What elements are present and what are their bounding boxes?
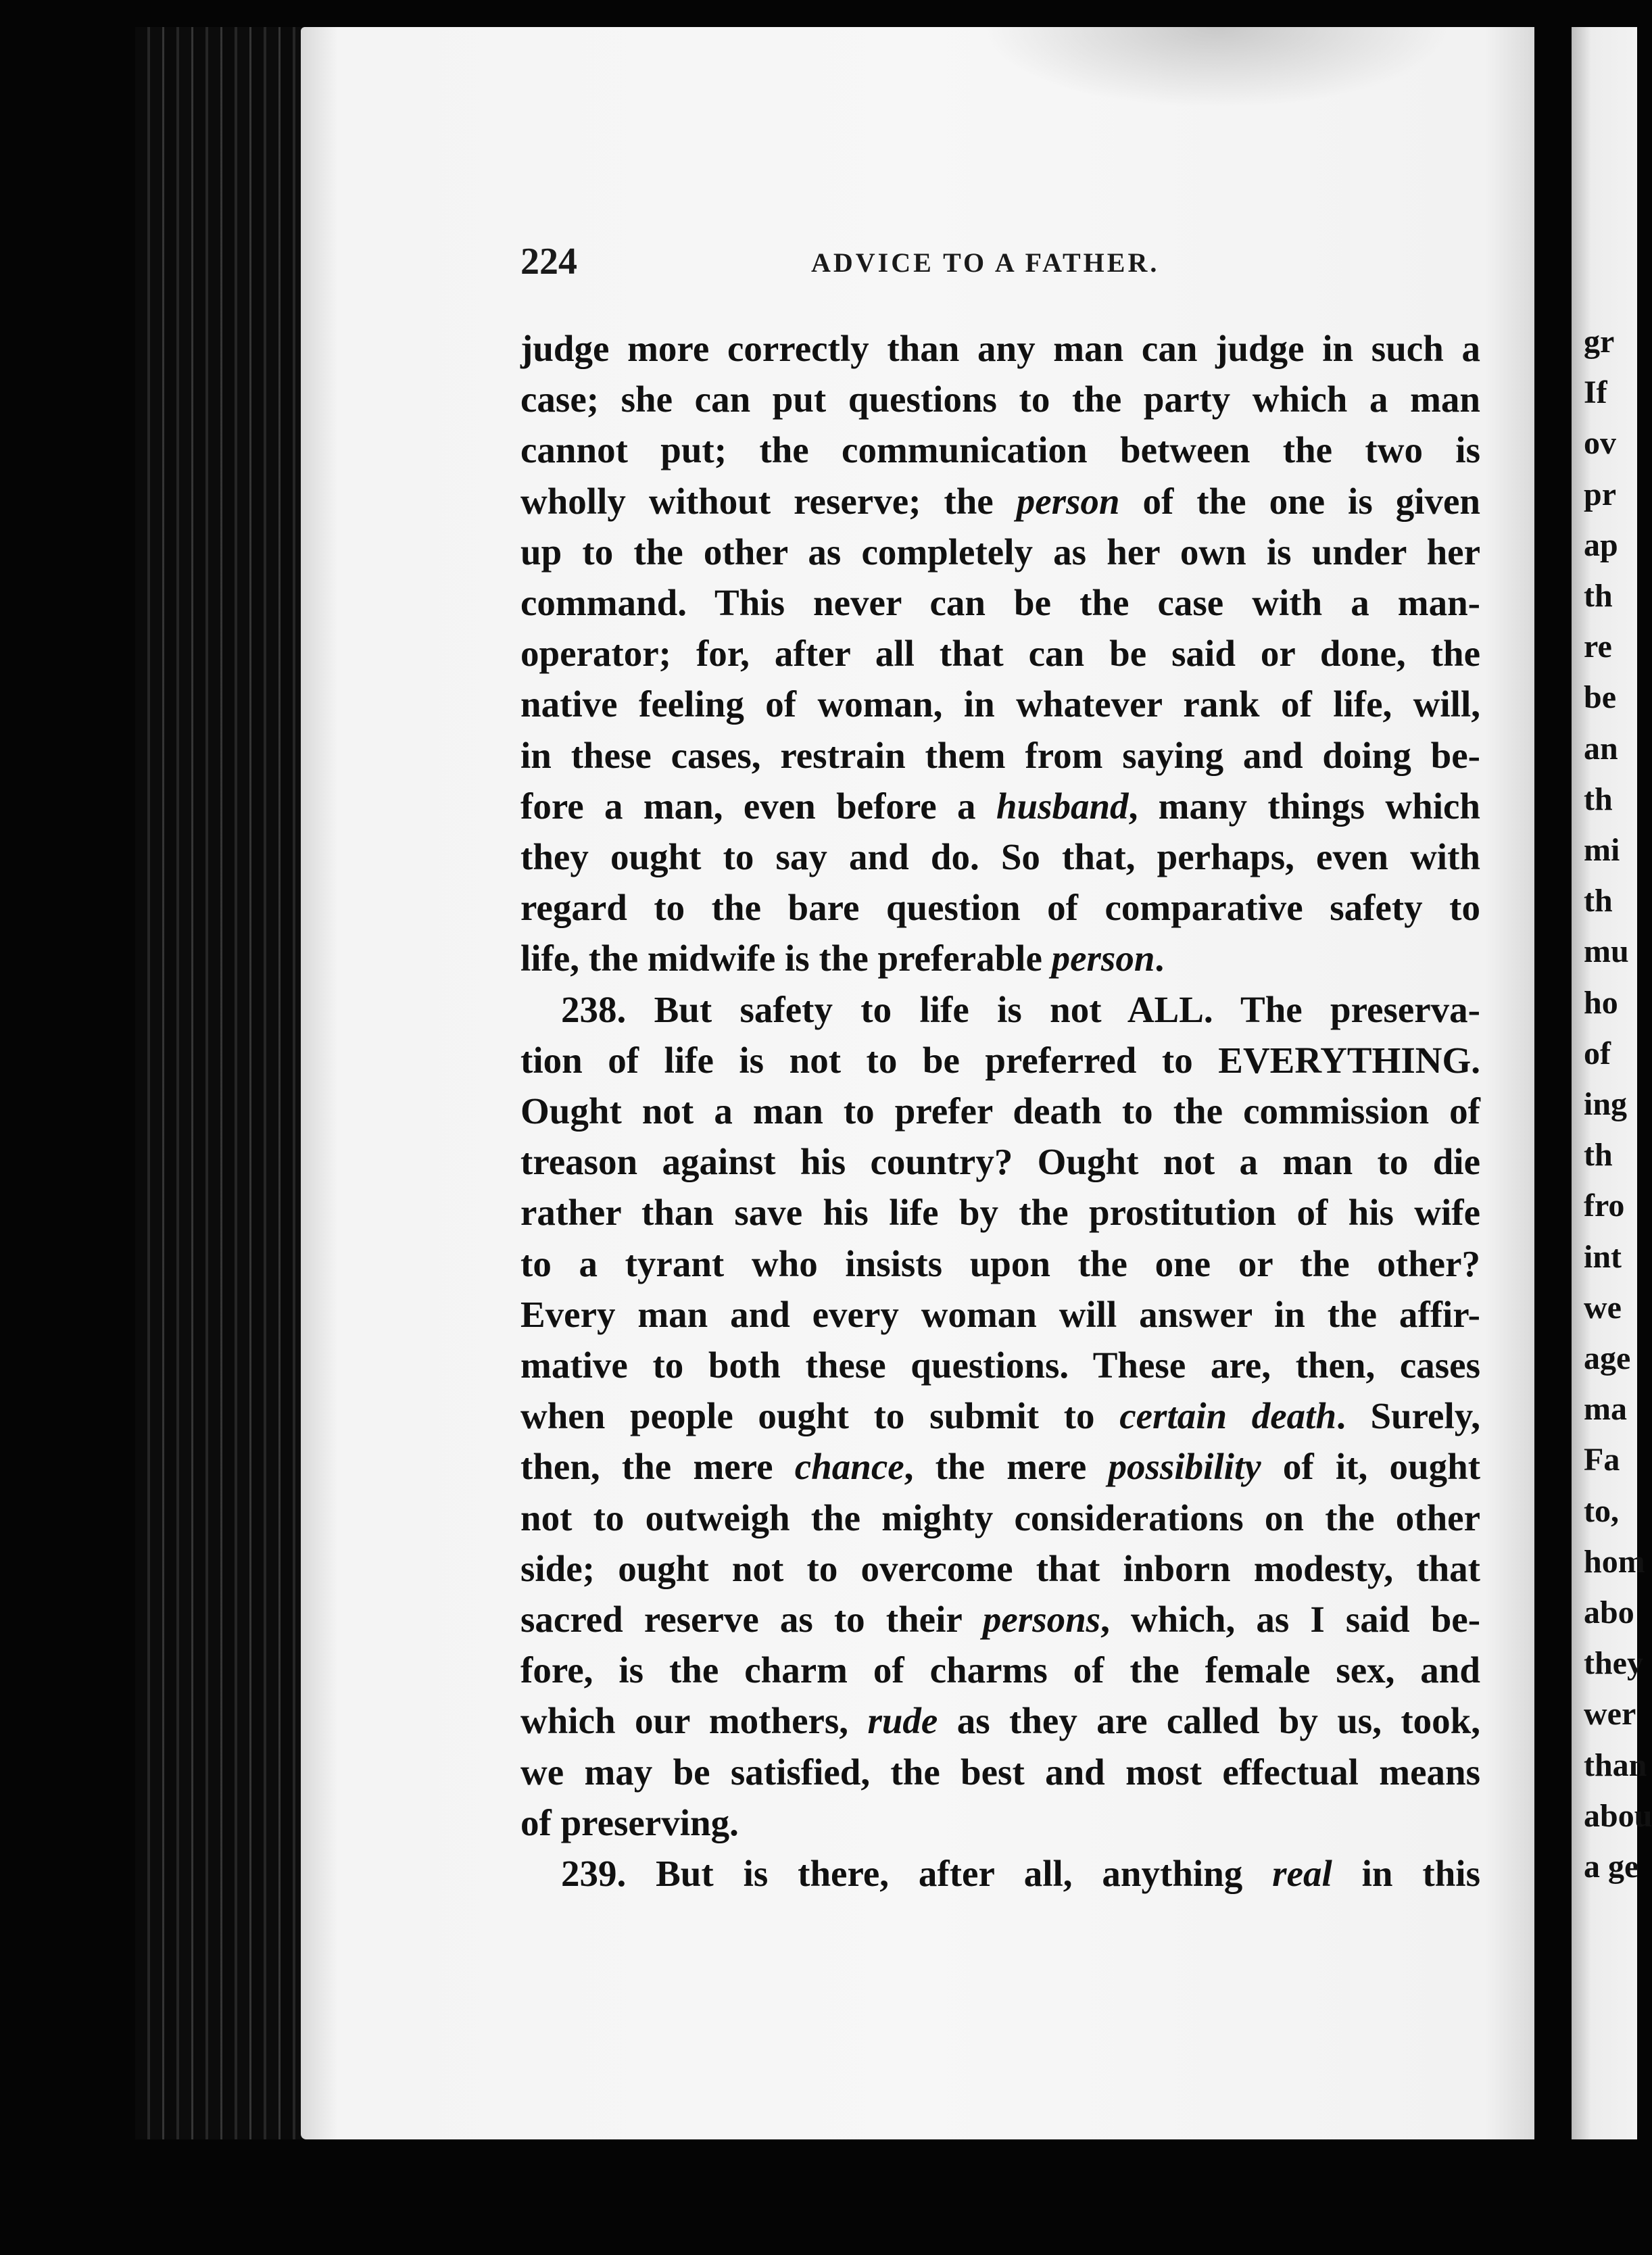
text-line: when people ought to submit to certain death. Surely, xyxy=(520,1395,1480,1437)
adjacent-page-fragment: be xyxy=(1584,679,1616,716)
adjacent-page-fragment: gr xyxy=(1584,324,1615,360)
text-line: which our mothers, rude as they are called by us, took, xyxy=(520,1700,1480,1742)
text-line: fore, is the charm of charms of the female sex, and xyxy=(520,1649,1480,1691)
adjacent-page-fragment: abo xyxy=(1584,1595,1634,1630)
text-line: not to outweigh the mighty considerations on the other xyxy=(520,1497,1480,1538)
adjacent-page-fragment: abou xyxy=(1584,1797,1652,1834)
paragraph-239-start: 239. But is there, after all, anything real in this xyxy=(561,1853,1480,1895)
adjacent-page-fragment: hom xyxy=(1584,1543,1645,1580)
adjacent-page-fragment: int xyxy=(1584,1238,1622,1275)
scan-background xyxy=(0,2139,1637,2255)
text-line: treason against his country? Ought not a man to die xyxy=(520,1141,1480,1183)
text-line: we may be satisfied, the best and most effectual means xyxy=(520,1751,1480,1793)
adjacent-page-fragment: than xyxy=(1584,1747,1647,1783)
adjacent-page-strip xyxy=(1572,27,1652,2170)
text-line: Every man and every woman will answer in the affir- xyxy=(520,1293,1480,1335)
text-line: to a tyrant who insists upon the one or the other? xyxy=(520,1242,1480,1284)
adjacent-page-fragment: th xyxy=(1584,578,1613,614)
page-shadow xyxy=(980,27,1453,108)
text-line: tion of life is not to be preferred to EVERYTHING. xyxy=(520,1039,1480,1081)
text-line: native feeling of woman, in whatever rank of life, will, xyxy=(520,683,1480,725)
text-line: cannot put; the communication between the two is xyxy=(520,429,1480,471)
running-head xyxy=(520,240,1480,287)
adjacent-page-fragment: fro xyxy=(1584,1188,1625,1224)
adjacent-page-fragment: th xyxy=(1584,883,1613,919)
text-line: they ought to say and do. So that, perhaps, even with xyxy=(520,836,1480,878)
text-line: case; she can put questions to the party which a man xyxy=(520,379,1480,420)
adjacent-page-fragment: ho xyxy=(1584,984,1618,1021)
adjacent-page-fragment: they xyxy=(1584,1645,1643,1682)
page-number: 224 xyxy=(520,241,577,283)
text-line: of preserving. xyxy=(520,1801,739,1843)
text-line: mative to both these questions. These are, then, cases xyxy=(520,1344,1480,1386)
text-line: side; ought not to overcome that inborn modesty, that xyxy=(520,1547,1480,1589)
adjacent-page-fragment: If xyxy=(1584,374,1607,411)
text-line: judge more correctly than any man can judge in such a xyxy=(520,328,1480,369)
adjacent-page-fragment: Fa xyxy=(1584,1442,1620,1478)
text-line: fore a man, even before a husband, many things which xyxy=(520,785,1480,827)
adjacent-page-fragment: ov xyxy=(1584,425,1616,462)
book-binding-edges xyxy=(135,27,324,2163)
text-line: regard to the bare question of comparative safety to xyxy=(520,887,1480,929)
text-line: operator; for, after all that can be said or done, the xyxy=(520,633,1480,675)
body-text xyxy=(520,323,1480,1899)
text-line: Ought not a man to prefer death to the commission of xyxy=(520,1090,1480,1132)
text-line: in these cases, restrain them from saying and doing be- xyxy=(520,734,1480,776)
adjacent-page-fragment: pr xyxy=(1584,476,1616,512)
text-line: command. This never can be the case with a man- xyxy=(520,582,1480,624)
adjacent-page-fragment: an xyxy=(1584,730,1618,767)
adjacent-page-fragment: we xyxy=(1584,1289,1622,1326)
adjacent-page-fragment: ma xyxy=(1584,1391,1627,1428)
adjacent-page-fragment: age xyxy=(1584,1340,1631,1376)
text-line: sacred reserve as to their persons, which, as I said be- xyxy=(520,1599,1481,1641)
paragraph-238-start: 238. But safety to life is not ALL. The preserva- xyxy=(561,988,1480,1030)
adjacent-page-fragment: mi xyxy=(1584,832,1620,868)
text-line: then, the mere chance, the mere possibility of it, ought xyxy=(520,1446,1481,1488)
adjacent-page-fragment: mu xyxy=(1584,933,1629,970)
adjacent-page-fragment: of xyxy=(1584,1035,1611,1071)
adjacent-page-fragment: ing xyxy=(1584,1086,1628,1122)
text-line: wholly without reserve; the person of the one is given xyxy=(520,480,1480,522)
adjacent-page-fragment: ap xyxy=(1584,527,1618,563)
adjacent-page-fragment: to, xyxy=(1584,1493,1619,1529)
adjacent-page-fragment: th xyxy=(1584,1137,1613,1173)
running-title: ADVICE TO A FATHER. xyxy=(811,247,1160,278)
adjacent-page-fragment: re xyxy=(1584,629,1612,665)
adjacent-page-fragment: wer xyxy=(1584,1696,1636,1732)
adjacent-page-fragment: a ge xyxy=(1584,1849,1639,1885)
text-line: life, the midwife is the preferable person. xyxy=(520,938,1165,979)
text-line: up to the other as completely as her own is under her xyxy=(520,531,1480,573)
text-line: rather than save his life by the prostitution of his wife xyxy=(520,1192,1480,1234)
adjacent-page-fragment: th xyxy=(1584,781,1613,817)
